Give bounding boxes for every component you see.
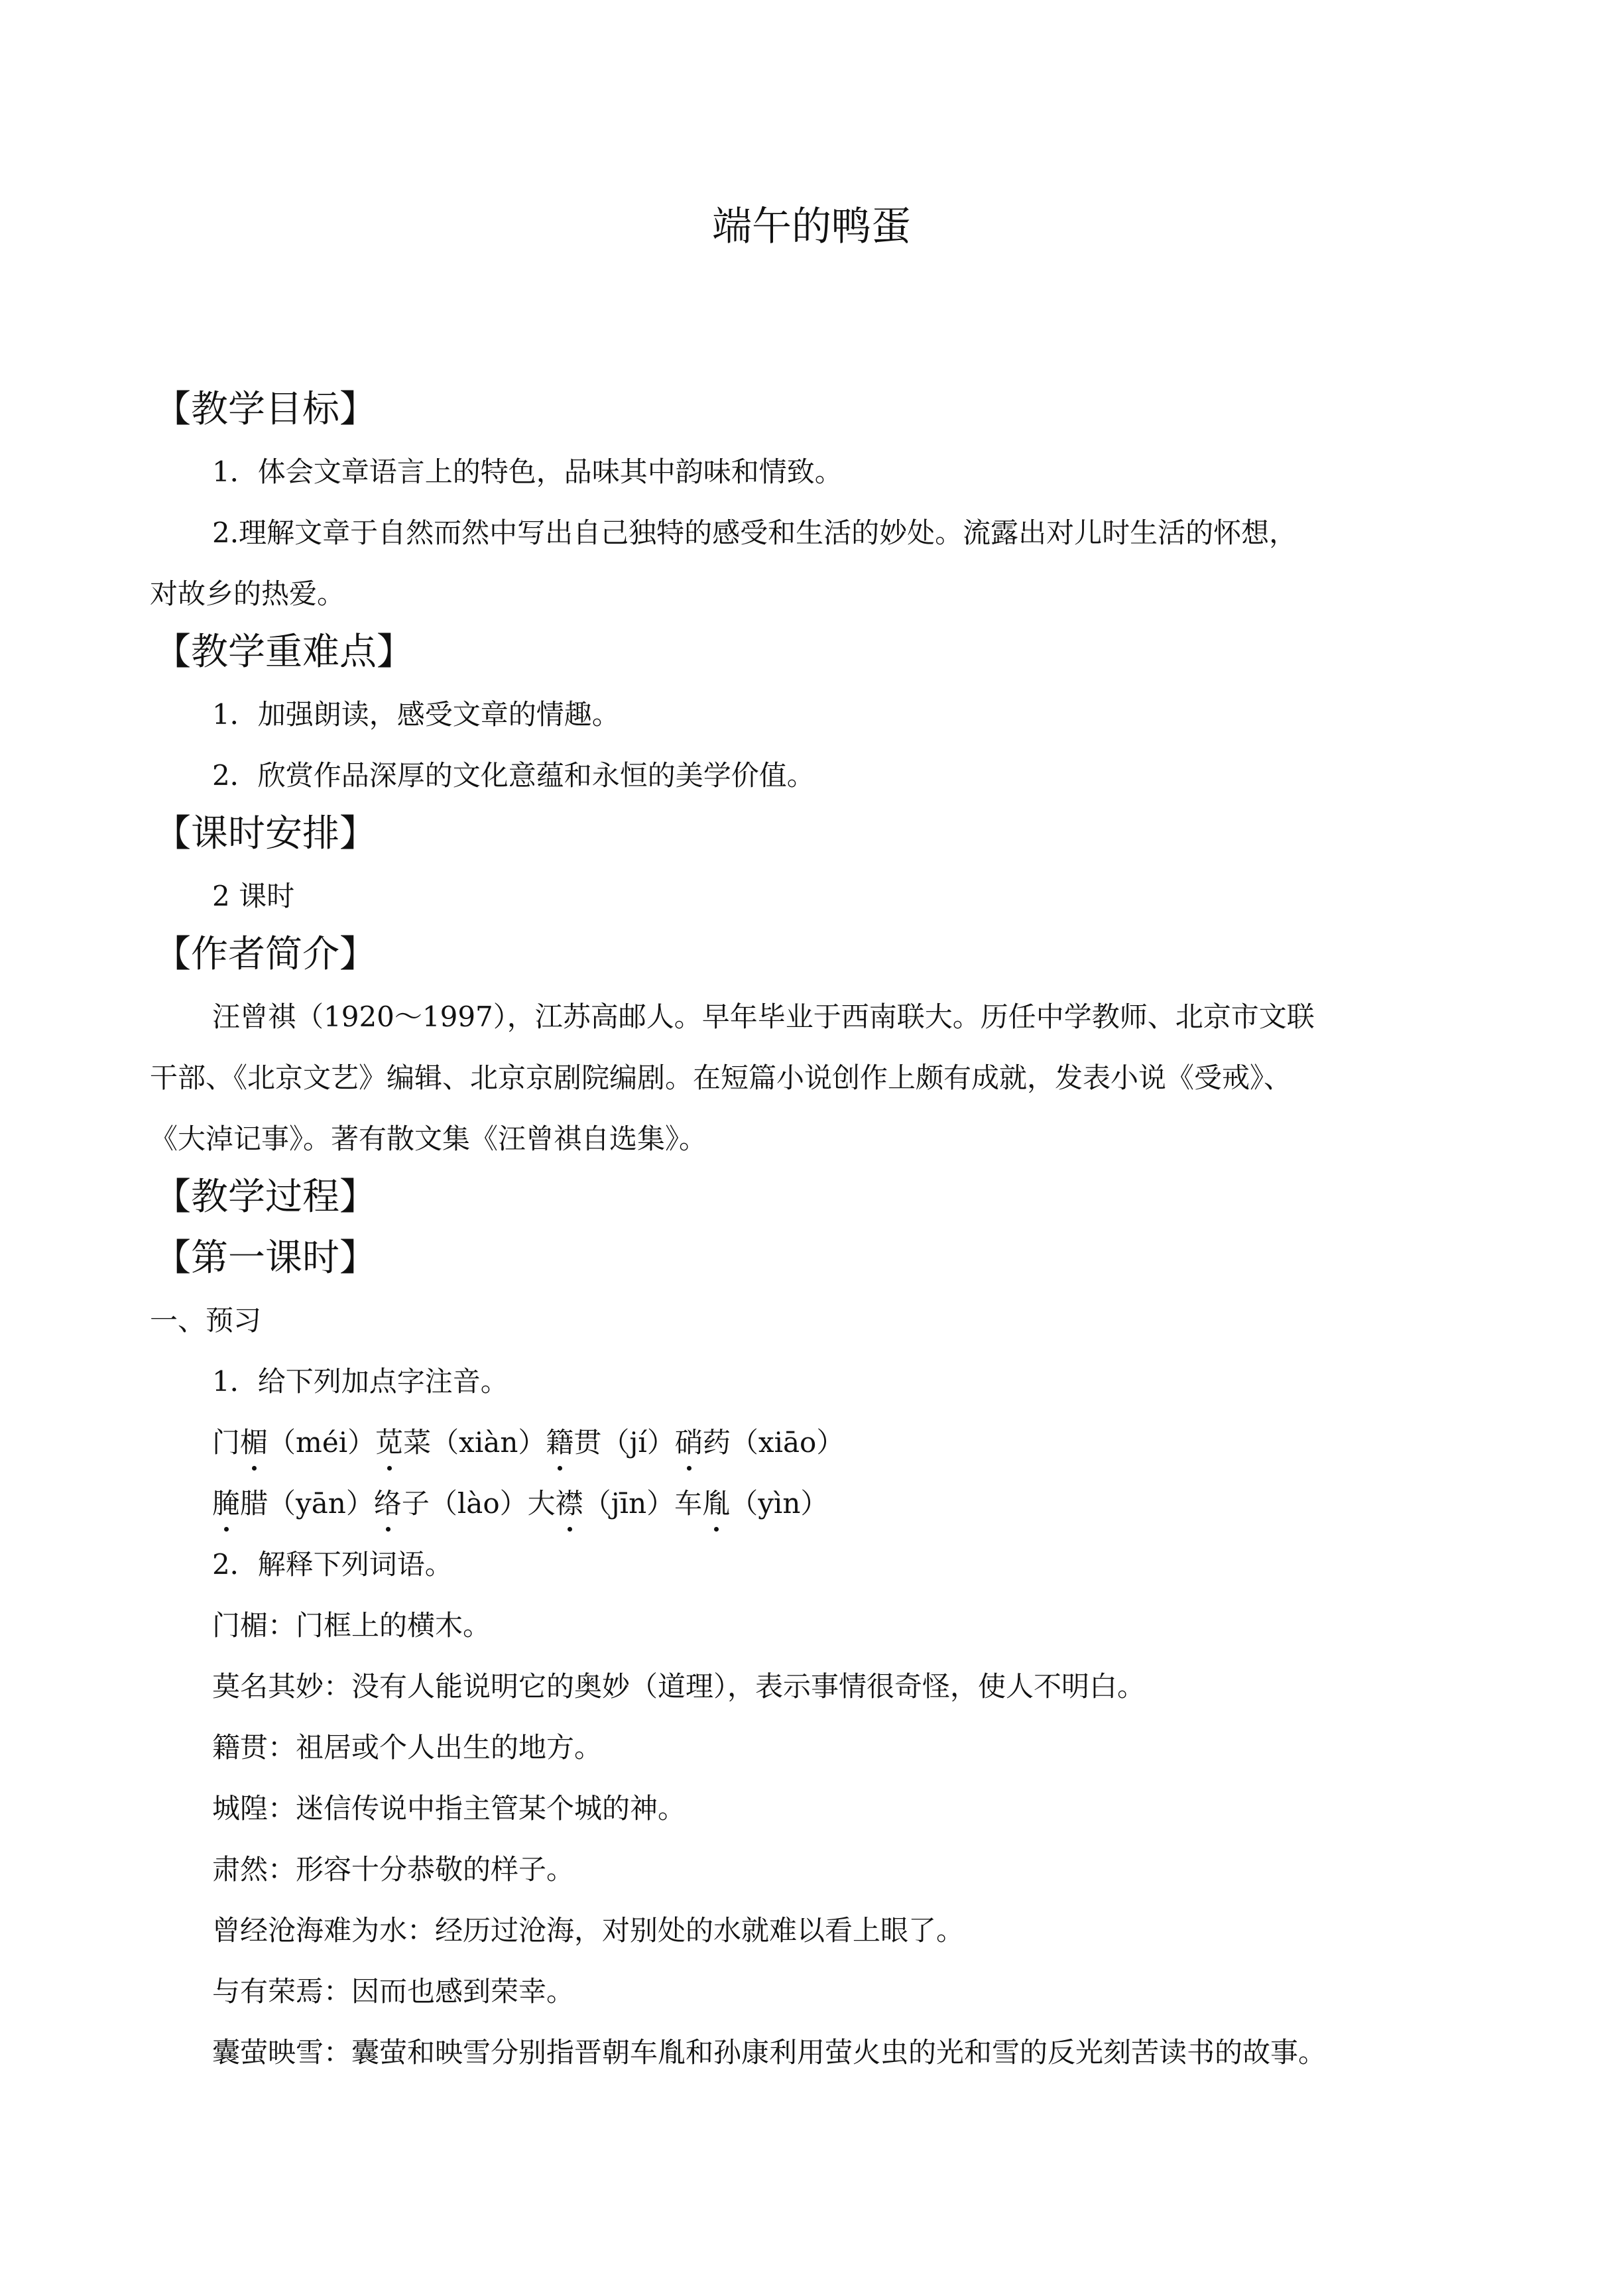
objective-item-2-line-1: 2.理解文章于自然而然中写出自己独特的感受和生活的妙处。流露出对儿时生活的怀想，: [212, 516, 1297, 549]
dotted-character: 苋: [375, 1423, 403, 1463]
pinyin-entry: 门楣（méi）: [212, 1426, 375, 1459]
preview-task-2: 2．解释下列词语。: [212, 1548, 453, 1581]
heading-process: 【教学过程】: [154, 1176, 377, 1219]
heading-first-lesson: 【第一课时】: [154, 1237, 377, 1280]
term-definition: 城隍：迷信传说中指主管某个城的神。: [212, 1792, 686, 1825]
term-definition: 肃然：形容十分恭敬的样子。: [212, 1853, 575, 1886]
pinyin-entry: 车胤（yìn）: [674, 1487, 828, 1520]
objective-item-2-line-2: 对故乡的热爱。: [150, 577, 345, 610]
dotted-character: 络: [374, 1484, 402, 1524]
term-definition: 囊萤映雪：囊萤和映雪分别指晋朝车胤和孙康利用萤火虫的光和雪的反光刻苦读书的故事。: [212, 2036, 1327, 2069]
dotted-character: 胤: [702, 1484, 730, 1524]
pinyin-row-1: [212, 1423, 844, 1463]
heading-schedule: 【课时安排】: [154, 812, 377, 855]
term-definition: 莫名其妙：没有人能说明它的奥妙（道理），表示事情很奇怪，使人不明白。: [212, 1670, 1146, 1703]
heading-objectives: 【教学目标】: [154, 388, 377, 431]
heading-key-points: 【教学重难点】: [154, 631, 414, 674]
dotted-character: 腌: [212, 1484, 240, 1524]
preview-section-title: 一、预习: [150, 1304, 262, 1337]
term-definition: 门楣：门框上的横木。: [212, 1609, 491, 1642]
pinyin-entry: 硝药（xiāo）: [675, 1426, 844, 1459]
author-line-1: 汪曾祺（1920～1997），江苏高邮人。早年毕业于西南联大。历任中学教师、北京市文联: [212, 1000, 1315, 1033]
pinyin-row-2: [212, 1484, 828, 1524]
term-definition: 曾经沧海难为水：经历过沧海，对别处的水就难以看上眼了。: [212, 1914, 965, 1947]
pinyin-entry: 大襟（jīn）: [528, 1487, 675, 1520]
dotted-character: 楣: [240, 1423, 268, 1463]
dotted-character: 硝: [675, 1423, 703, 1463]
dotted-character: 襟: [556, 1484, 583, 1524]
term-definition: 与有荣焉：因而也感到荣幸。: [212, 1975, 575, 2008]
preview-task-1: 1．给下列加点字注音。: [212, 1365, 509, 1398]
pinyin-entry: 籍贯（jí）: [546, 1426, 674, 1459]
document-title: 端午的鸭蛋: [712, 204, 911, 250]
key-point-item-2: 2．欣赏作品深厚的文化意蕴和永恒的美学价值。: [212, 759, 815, 792]
key-point-item-1: 1．加强朗读，感受文章的情趣。: [212, 698, 620, 731]
objective-item-1: 1．体会文章语言上的特色，品味其中韵味和情致。: [212, 455, 843, 488]
pinyin-entry: 苋菜（xiàn）: [375, 1426, 546, 1459]
pinyin-entry: 络子（lào）: [374, 1487, 528, 1520]
heading-author: 【作者简介】: [154, 933, 377, 976]
author-line-3: 《大淖记事》。著有散文集《汪曾祺自选集》。: [150, 1122, 707, 1155]
dotted-character: 籍: [546, 1423, 573, 1463]
author-line-2: 干部、《北京文艺》编辑、北京京剧院编剧。在短篇小说创作上颇有成就，发表小说《受戒》、: [150, 1061, 1292, 1094]
term-definition: 籍贯：祖居或个人出生的地方。: [212, 1731, 603, 1764]
pinyin-entry: 腌腊（yān）: [212, 1487, 374, 1520]
schedule-text: 2 课时: [212, 880, 295, 912]
